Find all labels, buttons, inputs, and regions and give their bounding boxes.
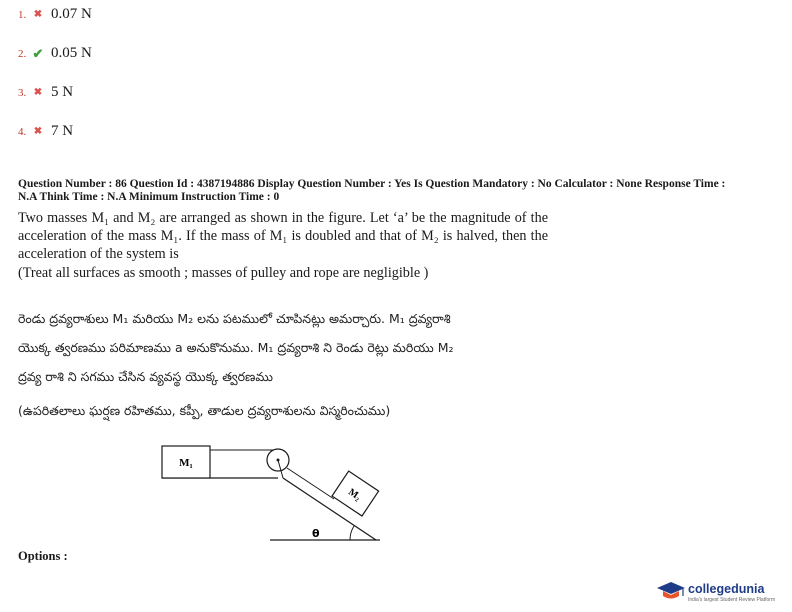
option-text: 5 N	[51, 84, 74, 100]
question-text-english	[18, 209, 548, 282]
option-text: 0.05 N	[51, 45, 92, 61]
question-note: (Treat all surfaces as smooth ; masses of pulley and rope are negligible )	[18, 265, 429, 281]
option-number: 2.	[18, 47, 27, 60]
angle-arc	[350, 526, 354, 540]
option-number: 4.	[18, 125, 27, 138]
question-meta-line2: N.A Think Time : N.A Minimum Instruction Time : 0	[18, 191, 280, 203]
question-meta	[18, 178, 778, 204]
option-2[interactable]	[18, 45, 92, 62]
question-text-telugu-line: యొక్క త్వరణము పరిమాణము a అనుకొనుము. M₁ ద్రవ్యరాశి ని రెండు రెట్లు మరియు M₂	[18, 340, 454, 355]
collegedunia-logo	[656, 580, 775, 604]
question-text-telugu-line: ద్రవ్య రాశి ని సగము చేసిన వ్యవస్థ యొక్క త్వరణము	[18, 369, 273, 384]
cross-icon: ✖	[33, 9, 43, 20]
physics-figure	[150, 438, 390, 546]
block-m1-label: M₁	[179, 457, 193, 469]
option-number: 1.	[18, 8, 27, 21]
check-icon: ✔	[32, 45, 44, 61]
question-paragraph: Two masses M₁ and M₂ are arranged as shown in the figure. Let ‘a’ be the magnitude of the acceleration of the mass M₁. If the mass of M₁ is doubled and that of M₂ is halved, then the acceleration of the system is	[18, 210, 548, 262]
question-text-telugu-line: రెండు ద్రవ్యరాశులు M₁ మరియు M₂ లను పటములో చూపినట్లు అమర్చారు. M₁ ద్రవ్యరాశి	[18, 311, 451, 326]
question-text-telugu-line: (ఉపరితలాలు ఘర్షణ రహితము, కప్పీ, తాడుల ద్రవ్యరాశులను విస్మరించుము)	[18, 403, 391, 418]
rope	[287, 468, 334, 499]
logo-name: collegedunia	[688, 581, 765, 596]
option-3[interactable]	[18, 84, 73, 101]
option-1[interactable]	[18, 6, 92, 23]
options-label: Options :	[18, 549, 68, 563]
cross-icon: ✖	[33, 126, 43, 137]
cross-icon: ✖	[33, 87, 43, 98]
angle-label: θ	[312, 527, 320, 540]
question-meta-line1: Question Number : 86 Question Id : 4387194886 Display Question Number : Yes Is Question Mandatory : No Calculator : None Response Time :	[18, 178, 726, 190]
option-text: 7 N	[51, 123, 74, 139]
option-4[interactable]	[18, 123, 73, 140]
option-number: 3.	[18, 86, 27, 99]
option-text: 0.07 N	[51, 6, 92, 22]
logo-tagline: India's largest Student Review Platform	[688, 596, 776, 603]
block-m2-label: M₂	[346, 486, 363, 503]
graduation-cap-icon	[656, 580, 686, 604]
